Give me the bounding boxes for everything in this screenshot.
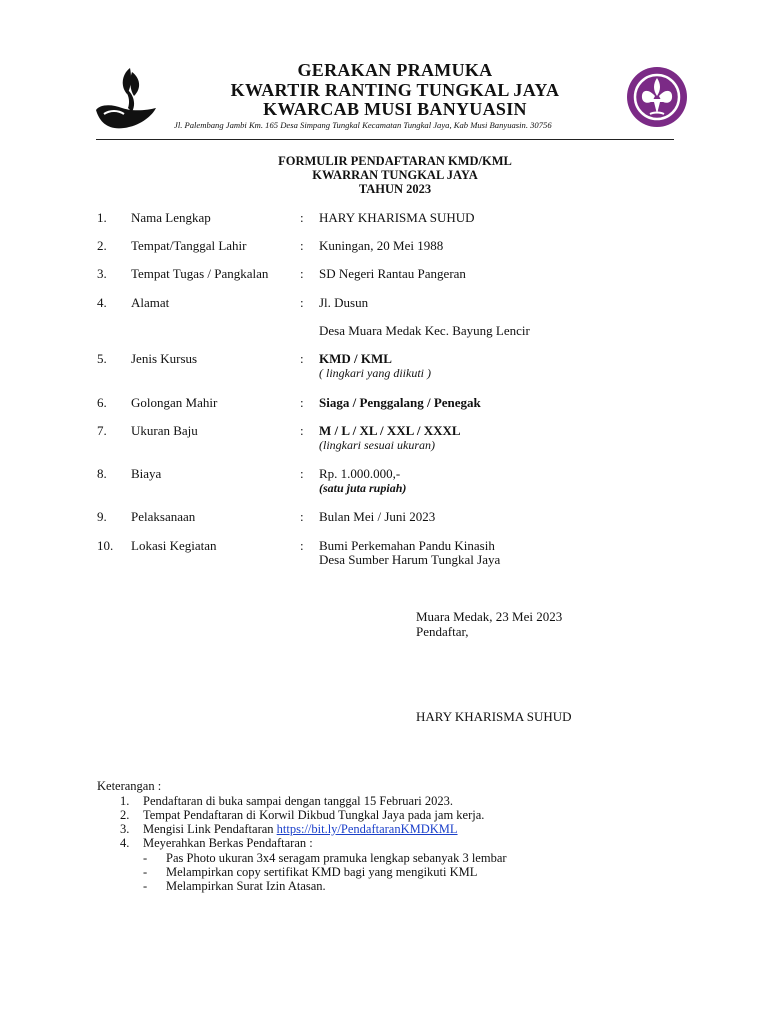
field-label-biaya: Biaya: [131, 466, 162, 481]
note-item: Pendaftaran di buka sampai dengan tanggal 15 Februari 2023.: [143, 794, 453, 808]
field-colon: :: [300, 295, 304, 310]
field-value-pelaksanaan: Bulan Mei / Juni 2023: [319, 509, 436, 524]
field-colon: :: [300, 266, 304, 281]
note-number: 2.: [120, 808, 130, 822]
field-number: 8.: [97, 466, 107, 481]
note-item: Meyerahkan Berkas Pendaftaran :: [143, 836, 313, 850]
note-subitem: Melampirkan Surat Izin Atasan.: [166, 879, 326, 893]
note-number: 3.: [120, 822, 130, 836]
field-number: 7.: [97, 423, 107, 438]
field-number: 2.: [97, 238, 107, 253]
field-colon: :: [300, 395, 304, 410]
signature-role: Pendaftar,: [416, 624, 469, 639]
note-subitem: Melampirkan copy sertifikat KMD bagi yang mengikuti KML: [166, 865, 478, 879]
field-label-alamat: Alamat: [131, 295, 170, 310]
note-number: 4.: [120, 836, 130, 850]
signature-place-date: Muara Medak, 23 Mei 2023: [416, 609, 563, 624]
field-value-alamat-line2: Desa Muara Medak Kec. Bayung Lencir: [319, 323, 530, 338]
note-item: Tempat Pendaftaran di Korwil Dikbud Tungkal Jaya pada jam kerja.: [143, 808, 485, 822]
note-item: [143, 822, 458, 837]
field-colon: :: [300, 351, 304, 366]
form-title-line2: KWARRAN TUNGKAL JAYA: [312, 168, 478, 182]
signature-name: HARY KHARISMA SUHUD: [416, 709, 572, 724]
field-value-kursus: KMD / KML: [319, 351, 392, 366]
field-value-lokasi: Bumi Perkemahan Pandu Kinasih: [319, 538, 495, 553]
note-dash: -: [143, 865, 148, 879]
field-note-ukuran: (lingkari sesuai ukuran): [319, 438, 435, 452]
field-colon: :: [300, 238, 304, 253]
field-value-ttl: Kuningan, 20 Mei 1988: [319, 238, 444, 253]
field-number: 5.: [97, 351, 107, 366]
field-note-kursus: ( lingkari yang diikuti ): [319, 366, 431, 380]
field-value-lokasi-line2: Desa Sumber Harum Tungkal Jaya: [319, 552, 501, 567]
field-number: 1.: [97, 210, 107, 225]
note-item-text: Mengisi Link Pendaftaran: [143, 822, 277, 836]
note-number: 1.: [120, 794, 130, 808]
field-value-alamat: Jl. Dusun: [319, 295, 369, 310]
field-value-golongan: Siaga / Penggalang / Penegak: [319, 395, 481, 410]
field-label-tugas: Tempat Tugas / Pangkalan: [131, 266, 269, 281]
form-title-line3: TAHUN 2023: [358, 182, 432, 196]
field-colon: :: [300, 509, 304, 524]
field-value-ukuran: M / L / XL / XXL / XXXL: [319, 423, 461, 438]
note-subitem: Pas Photo ukuran 3x4 seragam pramuka lengkap sebanyak 3 lembar: [166, 851, 507, 865]
field-label-ukuran: Ukuran Baju: [131, 423, 198, 438]
field-value-biaya: Rp. 1.000.000,-: [319, 466, 401, 481]
field-label-nama: Nama Lengkap: [131, 210, 211, 225]
field-value-nama: HARY KHARISMA SUHUD: [319, 210, 475, 225]
field-number: 6.: [97, 395, 107, 410]
field-number: 10.: [97, 538, 114, 553]
note-dash: -: [143, 879, 148, 893]
header-divider: [96, 139, 674, 140]
field-label-golongan: Golongan Mahir: [131, 395, 218, 410]
field-label-pelaksanaan: Pelaksanaan: [131, 509, 196, 524]
field-colon: :: [300, 210, 304, 225]
field-colon: :: [300, 423, 304, 438]
org-name-line3: KWARCAB MUSI BANYUASIN: [263, 99, 527, 119]
field-note-biaya: (satu juta rupiah): [319, 481, 407, 495]
field-number: 3.: [97, 266, 107, 281]
registration-link[interactable]: https://bit.ly/PendaftaranKMDKML: [276, 822, 458, 836]
field-colon: :: [300, 466, 304, 481]
field-colon: :: [300, 538, 304, 553]
org-address: Jl. Palembang Jambi Km. 165 Desa Simpang Tungkal Kecamatan Tungkal Jaya, Kab Musi Banyuasin. 30756: [174, 120, 552, 130]
field-label-kursus: Jenis Kursus: [131, 351, 198, 366]
field-label-lokasi: Lokasi Kegiatan: [131, 538, 217, 553]
note-dash: -: [143, 851, 148, 865]
field-number: 9.: [97, 509, 107, 524]
org-name-line1: GERAKAN PRAMUKA: [297, 60, 493, 80]
field-label-ttl: Tempat/Tanggal Lahir: [131, 238, 247, 253]
form-title-line1: FORMULIR PENDAFTARAN KMD/KML: [278, 154, 512, 168]
org-name-line2: KWARTIR RANTING TUNGKAL JAYA: [230, 80, 560, 100]
field-number: 4.: [97, 295, 107, 310]
field-value-tugas: SD Negeri Rantau Pangeran: [319, 266, 466, 281]
notes-heading: Keterangan :: [97, 779, 162, 793]
